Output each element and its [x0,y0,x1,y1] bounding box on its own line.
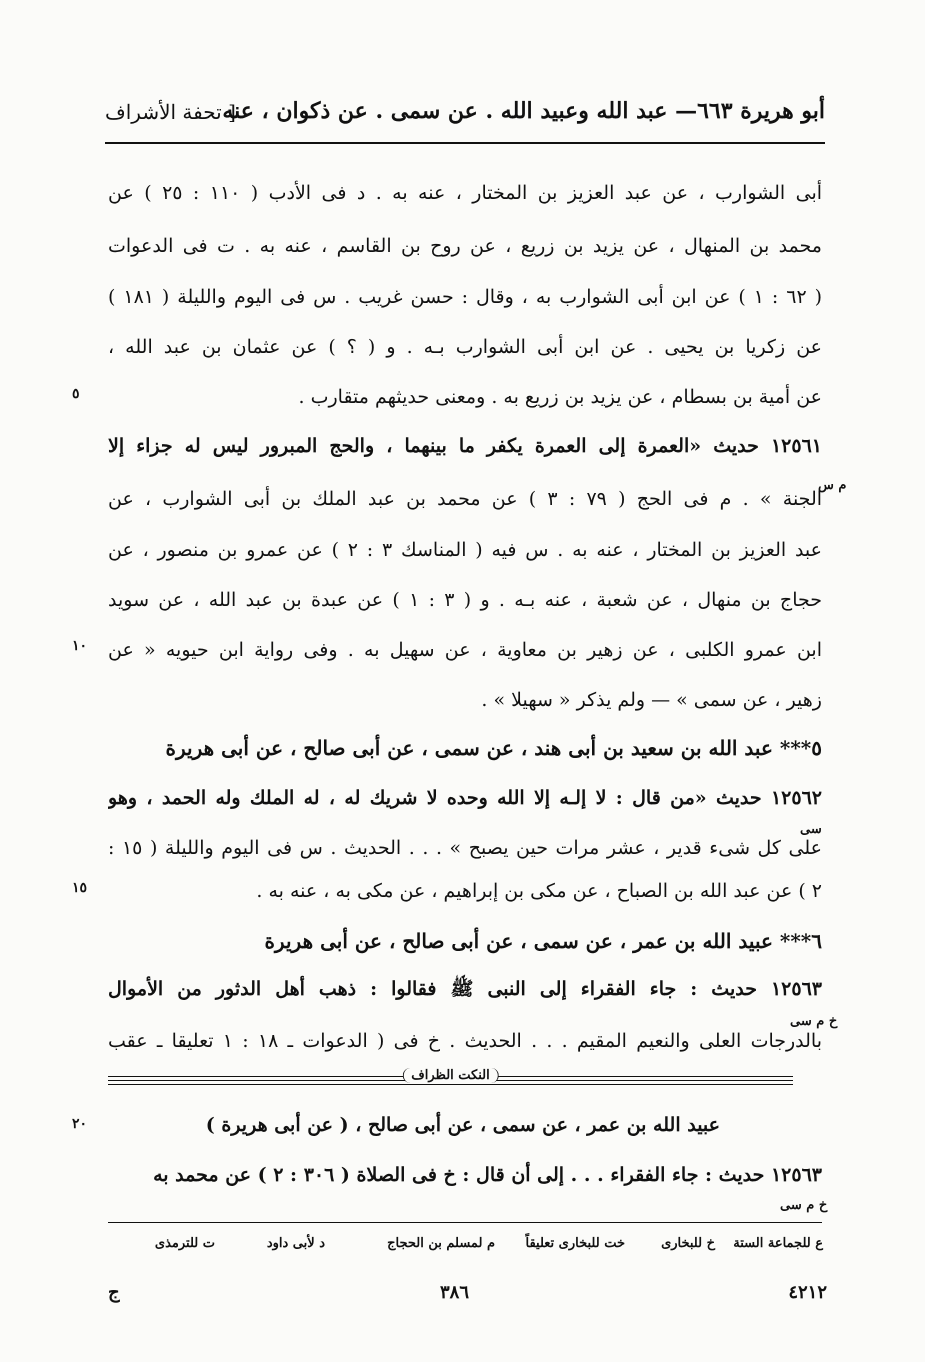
side-code: سى [800,822,822,837]
body-line: ( ٦٢ : ١ ) عن ابن أبى الشوارب به ، وقال : حسن غريب . س فى اليوم والليلة ( ١٨١ ) [108,286,822,308]
nukat-separator [108,1068,793,1086]
footer-left-letter: ج [108,1282,120,1303]
abbreviation: ت للترمذى [154,1236,215,1251]
side-code: خ م سى [790,1014,838,1029]
body-line: على كل شىء قدير ، عشر مرات حين يصبح » . . . الحديث . س فى اليوم والليلة ( ١٥ : [108,837,822,859]
nukat-hadith-line: ١٢٥٦٣ حديث : جاء الفقراء . . . إلى أن قال : خ فى الصلاة ( ٣٠٦ : ٢ ) عن محمد به [153,1164,822,1186]
abbreviation: م لمسلم بن الحجاج [387,1236,495,1251]
body-line: بالدرجات العلى والنعيم المقيم . . . الحديث . خ فى ( الدعوات ـ ١٨ : ١ تعليقا ـ عقب [108,1030,822,1052]
side-code: م س [818,478,847,493]
hadith-line: ١٢٥٦٢ حديث «من قال : لا إلـه إلا الله وحده لا شريك له ، له الملك وله الحمد ، وهو [108,787,822,809]
page-number: ٣٨٦ [440,1282,470,1303]
margin-line-number: ١٠ [72,638,88,654]
nukat-isnad: عبيد الله بن عمر ، عن سمى ، عن أبى صالح ، ( عن أبى هريرة ) [205,1114,720,1136]
body-line: حجاج بن منهال ، عن شعبة ، عنه بـه . و ( ٣ : ١ ) عن عبدة بن عبد الله ، عن سويد [108,589,822,611]
abbreviation: ع للجماعة الستة [733,1236,823,1251]
body-line: عن زكريا بن يحيى . عن ابن أبى الشوارب بـه . و ( ؟ ) عن عثمان بن عبد الله ، [108,336,822,358]
hadith-line: ١٢٥٦٣ حديث : جاء الفقراء إلى النبى ﷺ فقالوا : ذهب أهل الدثور من الأموال [108,978,822,1000]
abbreviation: خت للبخارى تعليقاً [525,1236,625,1251]
header-title-right: أبو هريرة ٦٦٣— عبد الله وعبيد الله . عن سمى . عن ذكوان ، عنه [222,98,825,124]
body-line: زهير ، عن سمى » — ولم يذكر « سهيلا » . [481,689,822,711]
margin-line-number: ١٥ [72,880,88,896]
header-rule [105,142,825,144]
body-line: عبد العزيز بن المختار ، عنه به . س فيه ( المناسك ٣ : ٢ ) عن عمرو بن منصور ، عن [108,539,822,561]
running-header [105,98,825,132]
isnad-heading: ٥*** عبد الله بن سعيد بن أبى هند ، عن سمى ، عن أبى صالح ، عن أبى هريرة [165,736,822,760]
isnad-heading: ٦*** عبيد الله بن عمر ، عن سمى ، عن أبى صالح ، عن أبى هريرة [264,929,822,953]
body-line: الجنة » . م فى الحج ( ٧٩ : ٣ ) عن محمد بن عبد الملك بن أبى الشوارب ، عن [108,488,822,510]
margin-line-number: ٥ [72,386,80,402]
separator-label: النكت الظراف [402,1068,498,1083]
side-code: خ م سى [780,1198,828,1213]
footnote-rule [108,1222,822,1223]
header-title-left: [ تحفة الأشراف [105,100,236,124]
body-line: ابن عمرو الكلبى ، عن زهير بن معاوية ، عن سهيل به . وفى رواية ابن حيويه « عن [108,639,822,661]
abbreviation: خ للبخارى [661,1236,715,1251]
body-line: ٢ ) عن عبد الله بن الصباح ، عن مكى بن إبراهيم ، عن مكى به ، عنه به . [256,880,822,902]
margin-line-number: ٢٠ [72,1116,88,1132]
abbreviation: د لأبى داود [266,1236,325,1251]
body-line: أبى الشوارب ، عن عبد العزيز بن المختار ، عنه به . د فى الأدب ( ١١٠ : ٢٥ ) عن [108,182,822,204]
body-line: محمد بن المنهال ، عن يزيد بن زريع ، عن روح بن القاسم ، عنه به . ت فى الدعوات [108,235,822,257]
hadith-line: ١٢٥٦١ حديث «العمرة إلى العمرة يكفر ما بينهما ، والحج المبرور ليس له جزاء إلا [108,435,822,457]
separator-rule [108,1084,793,1085]
footer-right-number: ٤٢١٢ [788,1282,827,1303]
body-line: عن أمية بن بسطام ، عن يزيد بن زريع به . ومعنى حديثهم متقارب . [298,386,822,408]
